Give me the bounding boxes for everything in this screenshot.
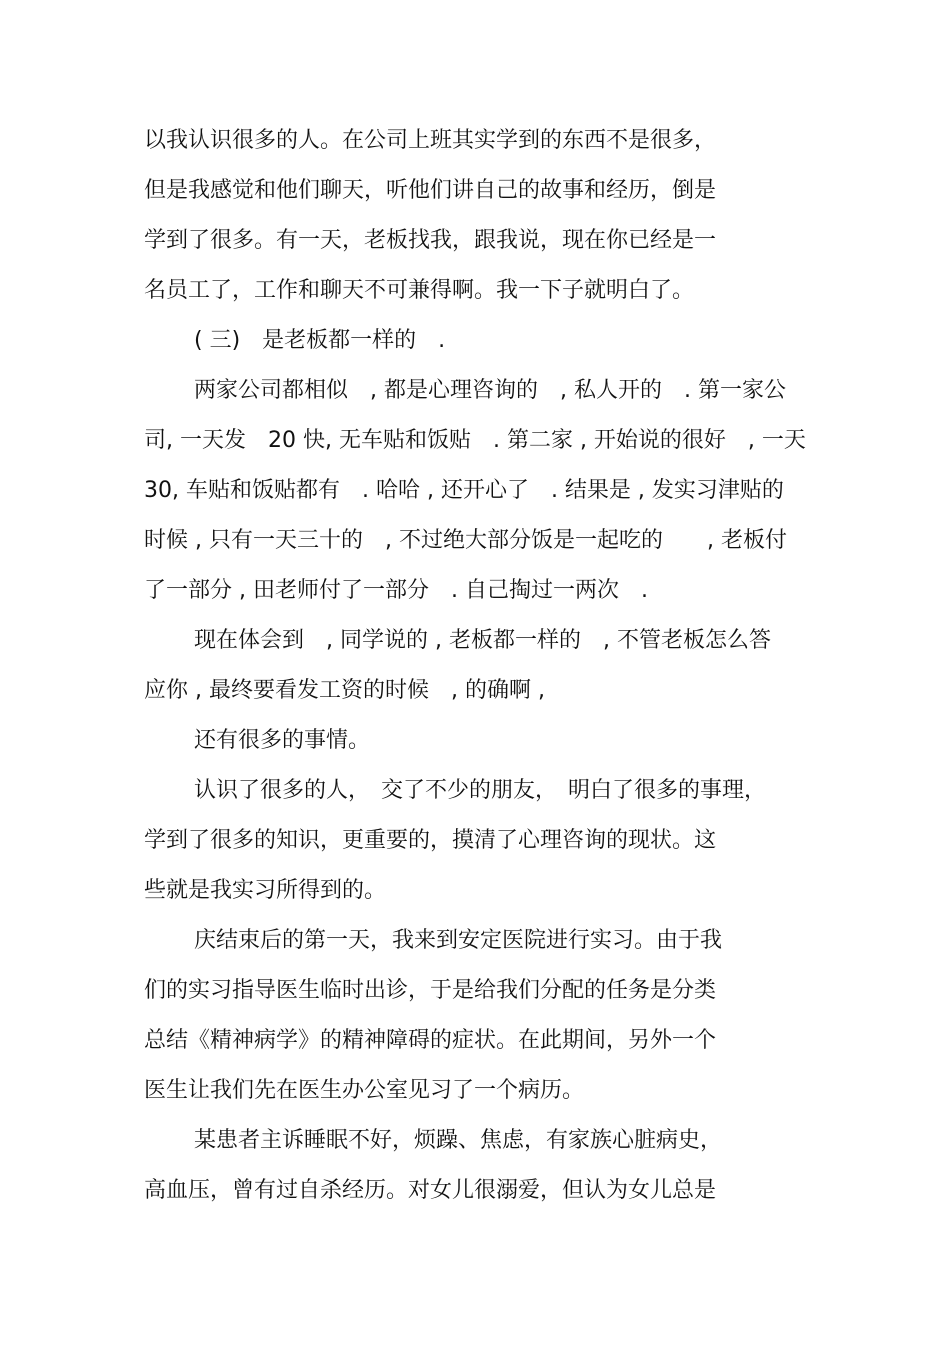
- text-line: 认识了很多的人， 交了不少的朋友， 明白了很多的事理，: [194, 778, 767, 803]
- text-line: 医生让我们先在医生办公室见习了一个病历。: [144, 1078, 585, 1103]
- text-line: 们的实习指导医生临时出诊，于是给我们分配的任务是分类: [144, 978, 717, 1003]
- text-line: 学到了很多。有一天，老板找我，跟我说，现在你已经是一: [144, 228, 717, 253]
- text-line: 些就是我实习所得到的。: [144, 878, 387, 903]
- text-line: 司, 一天发 20 快, 无车贴和饭贴 . 第二家 , 开始说的很好 , 一天: [144, 428, 806, 453]
- text-line: 30, 车贴和饭贴都有 . 哈哈 , 还开心了 . 结果是 , 发实习津贴的: [144, 478, 784, 503]
- text-line: 两家公司都相似 , 都是心理咨询的 , 私人开的 . 第一家公: [194, 378, 786, 403]
- text-line: 还有很多的事情。: [194, 728, 371, 753]
- text-line: 应你 , 最终要看发工资的时候 , 的确啊 ,: [144, 678, 545, 703]
- text-line: 总结《精神病学》的精神障碍的症状。在此期间，另外一个: [144, 1028, 717, 1053]
- text-line: 以我认识很多的人。在公司上班其实学到的东西不是很多，: [144, 128, 717, 153]
- text-line: 名员工了，工作和聊天不可兼得啊。我一下子就明白了。: [144, 278, 695, 303]
- text-line: 庆结束后的第一天，我来到安定医院进行实习。由于我: [194, 928, 723, 953]
- text-line: 高血压，曾有过自杀经历。对女儿很溺爱，但认为女儿总是: [144, 1178, 717, 1203]
- text-line: 了一部分 , 田老师付了一部分 . 自己掏过一两次 .: [144, 578, 648, 603]
- section-heading: ( 三) 是老板都一样的 .: [194, 328, 446, 353]
- text-line: 但是我感觉和他们聊天，听他们讲自己的故事和经历，倒是: [144, 178, 717, 203]
- text-line: 现在体会到 , 同学说的 , 老板都一样的 , 不管老板怎么答: [194, 628, 771, 653]
- text-line: 学到了很多的知识，更重要的，摸清了心理咨询的现状。这: [144, 828, 717, 853]
- text-line: 某患者主诉睡眠不好，烦躁、焦虑，有家族心脏病史，: [194, 1128, 723, 1153]
- text-line: 时候 , 只有一天三十的 , 不过绝大部分饭是一起吃的 , 老板付: [144, 528, 787, 553]
